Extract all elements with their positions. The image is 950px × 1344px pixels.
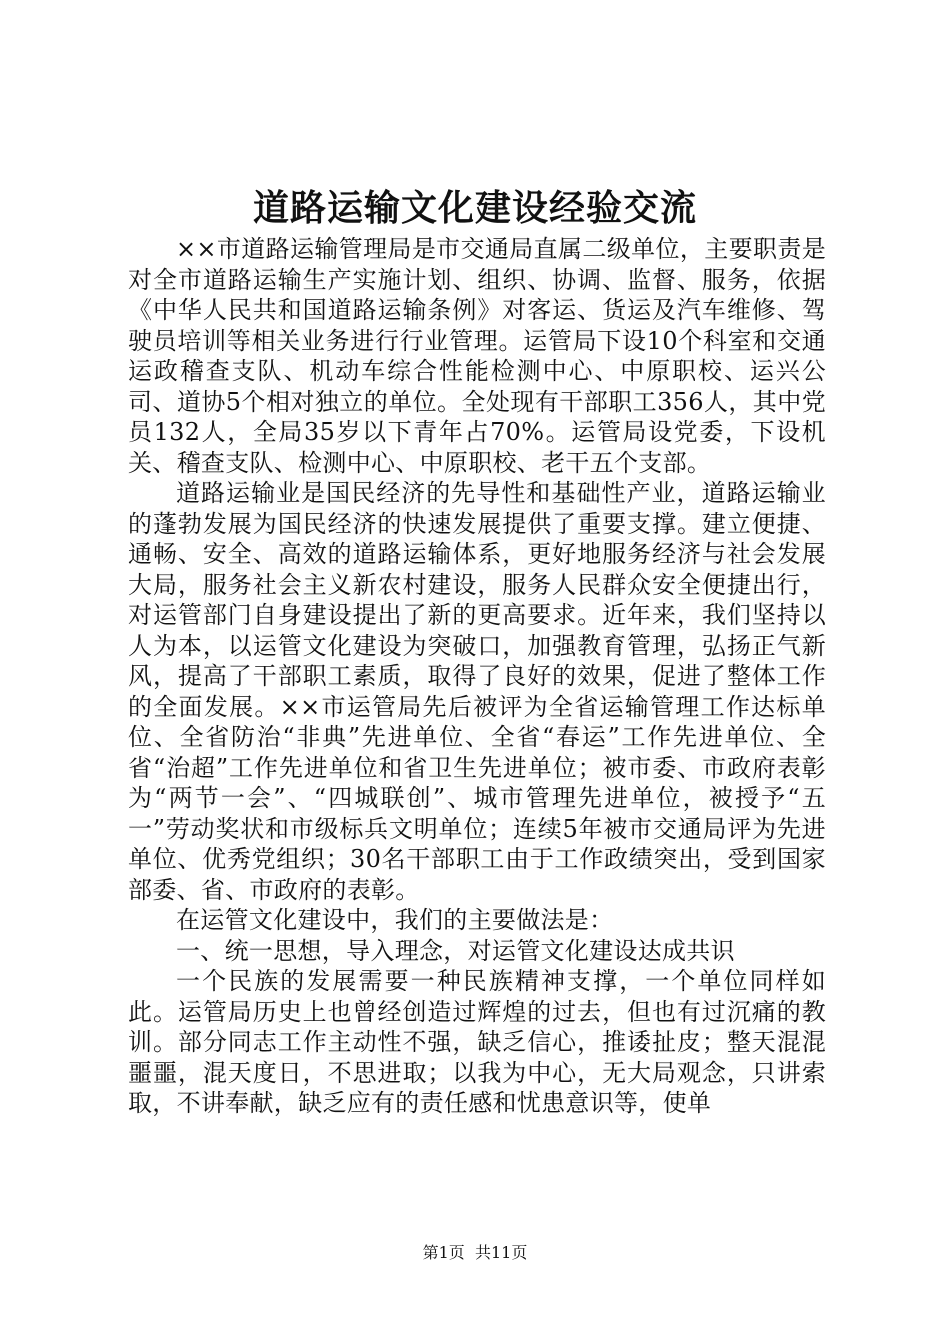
- document-body: [128, 234, 826, 1119]
- paragraph-background: 道路运输业是国民经济的先导性和基础性产业，道路运输业的蓬勃发展为国民经济的快速发展提供了重要支撑。建立便捷、通畅、安全、高效的道路运输体系，更好地服务经济与社会发展大局，服务社会主义新农村建设，服务人民群众安全便捷出行，对运管部门自身建设提出了新的更高要求。近年来，我们坚持以人为本，以运管文化建设为突破口，加强教育管理，弘扬正气新风，提高了干部职工素质，取得了良好的效果，促进了整体工作的全面发展。××市运管局先后被评为全省运输管理工作达标单位、全省防治“非典”先进单位、全省“春运”工作先进单位、全省“治超”工作先进单位和省卫生先进单位；被市委、市政府表彰为“两节一会”、“四城联创”、城市管理先进单位，被授予“五一”劳动奖状和市级标兵文明单位；连续5年被市交通局评为先进单位、优秀党组织；30名干部职工由于工作政绩突出，受到国家部委、省、市政府的表彰。: [128, 479, 826, 904]
- section-heading-1: 一、统一思想，导入理念，对运管文化建设达成共识: [176, 936, 735, 965]
- paragraph-intro: ××市道路运输管理局是市交通局直属二级单位，主要职责是对全市道路运输生产实施计划、组织、协调、监督、服务，依据《中华人民共和国道路运输条例》对客运、货运及汽车维修、驾驶员培训等相关业务进行行业管理。运管局下设10个科室和交通运政稽查支队、机动车综合性能检测中心、中原职校、运兴公司、道协5个相对独立的单位。全处现有干部职工356人，其中党员132人，全局35岁以下青年占70%。运管局设党委，下设机关、稽查支队、检测中心、中原职校、老干五个支部。: [128, 235, 826, 477]
- paragraph-approach-intro: 在运管文化建设中，我们的主要做法是：: [176, 906, 614, 934]
- page-total: 共11页: [474, 1243, 528, 1262]
- page-number: 第1页: [422, 1243, 465, 1262]
- document-title: 道路运输文化建设经验交流: [252, 187, 697, 229]
- paragraph-section-1: 一个民族的发展需要一种民族精神支撑，一个单位同样如此。运管局历史上也曾经创造过辉煌的过去，但也有过沉痛的教训。部分同志工作主动性不强，缺乏信心，推诿扯皮；整天混混噩噩，混天度日，不思进取；以我为中心，无大局观念，只讲索取，不讲奉献，缺乏应有的责任感和忧患意识等，使单: [128, 967, 826, 1117]
- page-footer: [0, 1243, 950, 1263]
